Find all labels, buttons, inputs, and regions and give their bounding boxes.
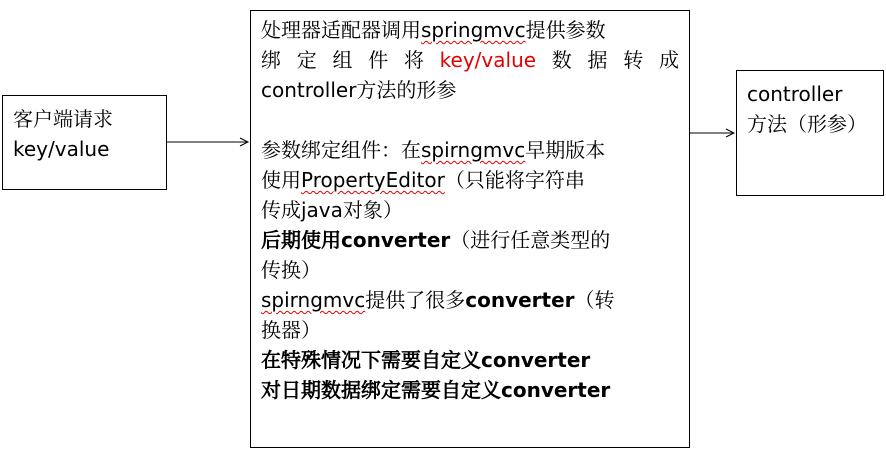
adapter-char: 转 bbox=[623, 48, 644, 72]
spirngmvc-term: spirngmvc bbox=[261, 288, 366, 312]
client-request-box bbox=[2, 95, 167, 190]
spirngmvc-term: spirngmvc bbox=[421, 138, 526, 162]
adapter-char: 定 bbox=[296, 48, 317, 72]
arrow-adapter-to-controller bbox=[690, 129, 734, 137]
controller-method-box bbox=[736, 70, 884, 196]
adapter-char: 绑 bbox=[261, 48, 281, 72]
many-converters-mid: 提供了很多 bbox=[365, 288, 466, 312]
adapter-intro-prefix: 处理器适配器调用 bbox=[261, 18, 421, 42]
client-key-value-label: key/value bbox=[13, 137, 110, 161]
arrow-client-to-adapter bbox=[167, 138, 248, 146]
springmvc-term: springmvc bbox=[421, 18, 526, 42]
binding-suffix: 早期版本 bbox=[525, 138, 606, 162]
many-converters-line-2: 换器） bbox=[261, 318, 321, 342]
adapter-intro-suffix: 提供参数 bbox=[525, 18, 606, 42]
later-converter-rest: （进行任意类型的 bbox=[450, 228, 611, 252]
adapter-char: 数 bbox=[551, 48, 572, 72]
later-line-1 bbox=[261, 225, 679, 255]
many-converters-tail: （转 bbox=[574, 288, 615, 312]
converter-bold: converter bbox=[465, 288, 575, 312]
binding-prefix: 参数绑定组件：在 bbox=[261, 138, 421, 162]
adapter-intro-line-1 bbox=[261, 15, 679, 45]
adapter-char: 组 bbox=[332, 48, 353, 72]
adapter-char: 成 bbox=[659, 48, 679, 72]
adapter-char: 将 bbox=[403, 48, 424, 72]
binding-line-3: 传成java对象） bbox=[261, 198, 403, 222]
later-converter-bold: 后期使用converter bbox=[261, 228, 451, 252]
controller-label: controller bbox=[747, 82, 843, 106]
custom-converter-line-2: 对日期数据绑定需要自定义converter bbox=[261, 378, 611, 402]
binding-line-2 bbox=[261, 165, 679, 195]
key-value-highlight: key/value bbox=[439, 48, 537, 72]
custom-converter-line-1: 在特殊情况下需要自定义converter bbox=[261, 348, 591, 372]
paragraph-spacer bbox=[261, 105, 679, 135]
handler-adapter-box bbox=[250, 10, 690, 448]
adapter-char: 件 bbox=[368, 48, 389, 72]
adapter-intro-line-2 bbox=[261, 45, 679, 75]
binding-line-1 bbox=[261, 135, 679, 165]
adapter-char: 据 bbox=[587, 48, 608, 72]
later-line-2: 传换） bbox=[261, 258, 321, 282]
adapter-intro-line-3: controller方法的形参 bbox=[261, 78, 457, 102]
controller-params-label: 方法（形参） bbox=[747, 112, 867, 136]
client-request-label: 客户端请求 bbox=[13, 107, 113, 131]
many-converters-line-1 bbox=[261, 285, 679, 315]
binding-use-prefix: 使用 bbox=[261, 168, 301, 192]
binding-use-suffix: （只能将字符串 bbox=[444, 168, 585, 192]
property-editor-term: PropertyEditor bbox=[301, 168, 445, 192]
